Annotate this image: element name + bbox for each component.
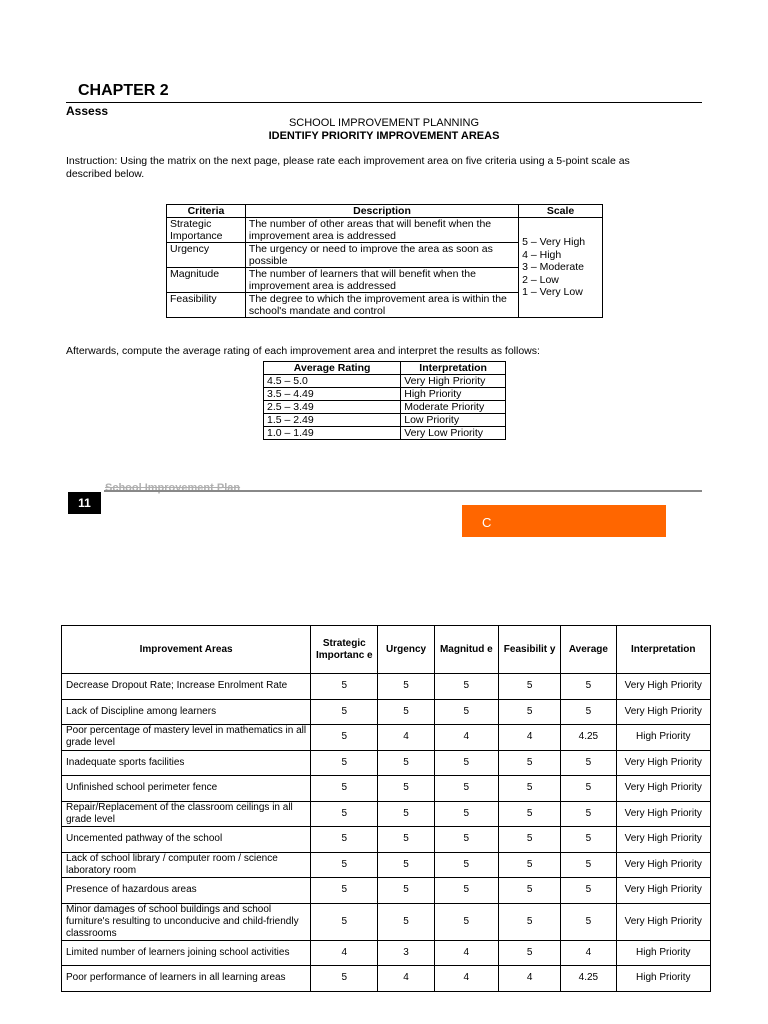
magnitude-cell: 5	[434, 750, 498, 776]
table-row	[62, 827, 711, 853]
strategic-importance-header: Strategic Importanc e	[311, 626, 378, 674]
urgency-cell: 5	[378, 776, 434, 802]
interpretation-cell: High Priority	[616, 966, 710, 992]
urgency-header: Urgency	[378, 626, 434, 674]
orange-banner: C	[462, 505, 666, 537]
scale-item: 1 – Very Low	[522, 286, 583, 299]
criteria-cell: Strategic Importance	[167, 218, 246, 243]
average-rating-header: Average Rating	[264, 362, 401, 375]
improvement-area-cell: Repair/Replacement of the classroom ceilings in all grade level	[62, 801, 311, 827]
main-table-header	[62, 626, 711, 674]
average-cell: 5	[561, 699, 616, 725]
feasibility-header: Feasibilit y	[498, 626, 560, 674]
criteria-cell: Magnitude	[167, 268, 246, 293]
feasibility-cell: 5	[498, 940, 560, 966]
table-row	[62, 903, 711, 940]
average-cell: 5	[561, 674, 616, 700]
average-cell: 5	[561, 776, 616, 802]
feasibility-cell: 4	[498, 725, 560, 751]
interpretation-cell: High Priority	[616, 940, 710, 966]
improvement-area-cell: Poor percentage of mastery level in mathematics in all grade level	[62, 725, 311, 751]
improvement-area-cell: Inadequate sports facilities	[62, 750, 311, 776]
improvement-area-cell: Minor damages of school buildings and school furniture's resulting to unconducive and child-friendly classrooms	[62, 903, 311, 940]
rating-row	[264, 375, 506, 388]
magnitude-cell: 5	[434, 674, 498, 700]
improvement-area-cell: Presence of hazardous areas	[62, 878, 311, 904]
improvement-area-cell: Limited number of learners joining school activities	[62, 940, 311, 966]
strategic-importance-cell: 5	[311, 878, 378, 904]
rating-range-cell: 2.5 – 3.49	[264, 401, 401, 414]
criteria-cell: Urgency	[167, 243, 246, 268]
interpretation-cell: Very High Priority	[616, 750, 710, 776]
magnitude-cell: 4	[434, 725, 498, 751]
interpretation-cell: Moderate Priority	[401, 401, 506, 414]
urgency-cell: 3	[378, 940, 434, 966]
scale-item: 5 – Very High	[522, 236, 586, 249]
interpretation-cell: Very High Priority	[616, 878, 710, 904]
strategic-importance-cell: 5	[311, 699, 378, 725]
rating-range-cell: 1.0 – 1.49	[264, 427, 401, 440]
criteria-header: Criteria	[167, 205, 246, 218]
table-row	[62, 750, 711, 776]
feasibility-cell: 4	[498, 966, 560, 992]
average-cell: 4	[561, 940, 616, 966]
average-cell: 4.25	[561, 966, 616, 992]
interpretation-cell: Very High Priority	[616, 674, 710, 700]
urgency-cell: 5	[378, 801, 434, 827]
interpretation-cell: Very High Priority	[616, 776, 710, 802]
urgency-cell: 5	[378, 903, 434, 940]
table-row	[62, 940, 711, 966]
magnitude-cell: 4	[434, 940, 498, 966]
rating-row	[264, 388, 506, 401]
table-row	[62, 852, 711, 878]
magnitude-cell: 5	[434, 878, 498, 904]
feasibility-cell: 5	[498, 903, 560, 940]
description-cell: The urgency or need to improve the area as soon as possible	[245, 243, 518, 268]
feasibility-cell: 5	[498, 801, 560, 827]
strategic-importance-cell: 5	[311, 966, 378, 992]
interpretation-cell: Very High Priority	[616, 801, 710, 827]
interpretation-cell: Very Low Priority	[401, 427, 506, 440]
improvement-areas-header: Improvement Areas	[62, 626, 311, 674]
urgency-cell: 5	[378, 827, 434, 853]
magnitude-cell: 5	[434, 699, 498, 725]
improvement-area-cell: Poor performance of learners in all learning areas	[62, 966, 311, 992]
instruction-text: Instruction: Using the matrix on the next page, please rate each improvement area on five criteria using a 5-point scale as described below.	[66, 155, 630, 180]
description-cell: The number of learners that will benefit when the improvement area is addressed	[245, 268, 518, 293]
table-row	[62, 966, 711, 992]
interpretation-cell: Very High Priority	[616, 699, 710, 725]
rating-range-cell: 4.5 – 5.0	[264, 375, 401, 388]
strategic-importance-cell: 5	[311, 725, 378, 751]
feasibility-cell: 5	[498, 852, 560, 878]
feasibility-cell: 5	[498, 674, 560, 700]
magnitude-cell: 5	[434, 852, 498, 878]
magnitude-cell: 5	[434, 776, 498, 802]
improvement-area-cell: Lack of school library / computer room / science laboratory room	[62, 852, 311, 878]
scale-item: 2 – Low	[522, 273, 559, 286]
strategic-importance-cell: 5	[311, 801, 378, 827]
improvement-areas-table	[61, 625, 711, 992]
rating-table	[263, 361, 506, 440]
interpretation-cell: High Priority	[616, 725, 710, 751]
rating-range-cell: 1.5 – 2.49	[264, 414, 401, 427]
interpretation-cell: Low Priority	[401, 414, 506, 427]
interpretation-cell: Very High Priority	[616, 827, 710, 853]
scale-header: Scale	[519, 205, 603, 218]
criteria-cell: Feasibility	[167, 293, 246, 318]
urgency-cell: 4	[378, 725, 434, 751]
feasibility-cell: 5	[498, 878, 560, 904]
criteria-table-header	[167, 205, 603, 218]
strategic-importance-cell: 5	[311, 827, 378, 853]
interpretation-header: Interpretation	[401, 362, 506, 375]
interpretation-cell: Very High Priority	[616, 903, 710, 940]
scale-item: 4 – High	[522, 248, 562, 261]
feasibility-cell: 5	[498, 776, 560, 802]
afterwards-text: Afterwards, compute the average rating of each improvement area and interpret the results as follows:	[66, 345, 540, 357]
interpretation-cell: High Priority	[401, 388, 506, 401]
average-cell: 5	[561, 801, 616, 827]
average-cell: 5	[561, 750, 616, 776]
footer-text: School Improvement Plan	[105, 482, 241, 494]
strategic-importance-cell: 5	[311, 674, 378, 700]
criteria-table	[166, 204, 603, 318]
rating-row	[264, 401, 506, 414]
document-subtitle: IDENTIFY PRIORITY IMPROVEMENT AREAS	[268, 130, 500, 142]
improvement-area-cell: Uncemented pathway of the school	[62, 827, 311, 853]
table-row	[62, 699, 711, 725]
urgency-cell: 5	[378, 878, 434, 904]
magnitude-cell: 5	[434, 903, 498, 940]
urgency-cell: 4	[378, 966, 434, 992]
section-heading: Assess	[66, 104, 109, 118]
document-title: SCHOOL IMPROVEMENT PLANNING	[288, 117, 480, 129]
footer-rule	[104, 490, 702, 492]
interpretation-cell: Very High Priority	[401, 375, 506, 388]
criteria-row	[167, 218, 603, 243]
improvement-area-cell: Lack of Discipline among learners	[62, 699, 311, 725]
interpretation-cell: Very High Priority	[616, 852, 710, 878]
urgency-cell: 5	[378, 852, 434, 878]
heading-rule	[66, 102, 702, 103]
scale-item: 3 – Moderate	[522, 261, 584, 274]
rating-range-cell: 3.5 – 4.49	[264, 388, 401, 401]
table-row	[62, 801, 711, 827]
rating-row	[264, 414, 506, 427]
strategic-importance-cell: 4	[311, 940, 378, 966]
magnitude-cell: 4	[434, 966, 498, 992]
feasibility-cell: 5	[498, 699, 560, 725]
average-cell: 4.25	[561, 725, 616, 751]
urgency-cell: 5	[378, 699, 434, 725]
strategic-importance-cell: 5	[311, 750, 378, 776]
magnitude-cell: 5	[434, 801, 498, 827]
average-cell: 5	[561, 878, 616, 904]
rating-table-header	[264, 362, 506, 375]
page-number: 11	[68, 492, 101, 514]
description-cell: The degree to which the improvement area is within the school's mandate and control	[245, 293, 518, 318]
feasibility-cell: 5	[498, 827, 560, 853]
description-cell: The number of other areas that will benefit when the improvement area is addressed	[245, 218, 518, 243]
magnitude-header: Magnitud e	[434, 626, 498, 674]
strategic-importance-cell: 5	[311, 903, 378, 940]
magnitude-cell: 5	[434, 827, 498, 853]
table-row	[62, 776, 711, 802]
average-cell: 5	[561, 827, 616, 853]
table-row	[62, 674, 711, 700]
description-header: Description	[245, 205, 518, 218]
improvement-area-cell: Unfinished school perimeter fence	[62, 776, 311, 802]
scale-cell	[519, 218, 603, 318]
table-row	[62, 878, 711, 904]
rating-row	[264, 427, 506, 440]
urgency-cell: 5	[378, 750, 434, 776]
average-cell: 5	[561, 852, 616, 878]
table-row	[62, 725, 711, 751]
interpretation-header: Interpretation	[616, 626, 710, 674]
average-cell: 5	[561, 903, 616, 940]
chapter-heading: CHAPTER 2	[78, 82, 169, 99]
average-header: Average	[561, 626, 616, 674]
strategic-importance-cell: 5	[311, 776, 378, 802]
improvement-area-cell: Decrease Dropout Rate; Increase Enrolment Rate	[62, 674, 311, 700]
strategic-importance-cell: 5	[311, 852, 378, 878]
urgency-cell: 5	[378, 674, 434, 700]
feasibility-cell: 5	[498, 750, 560, 776]
